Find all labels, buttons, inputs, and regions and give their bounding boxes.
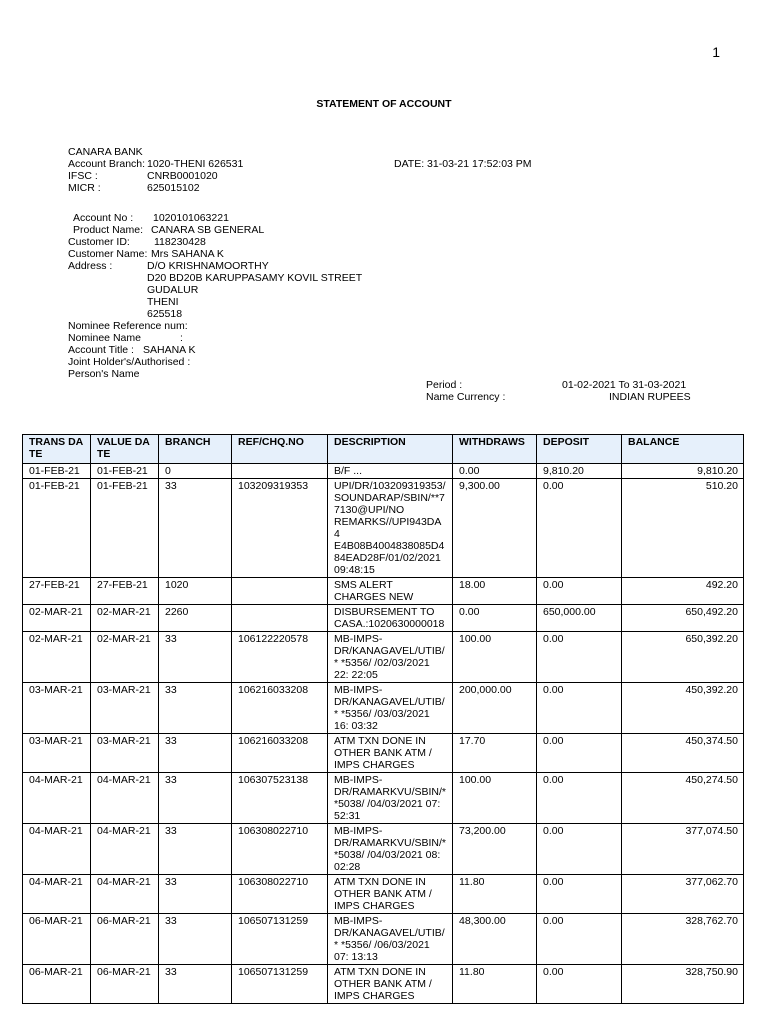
period-labels: [426, 379, 505, 403]
joint-holder: Joint Holder's/Authorised :: [68, 356, 191, 368]
withdraws-cell: 73,200.00: [453, 824, 537, 875]
trans-date-cell: 04-MAR-21: [23, 824, 91, 875]
ref-chq-no-cell: 106216033208: [232, 734, 328, 773]
value-date-cell: 04-MAR-21: [91, 824, 159, 875]
ref-chq-no-cell: [232, 464, 328, 479]
address-line-5: 625518: [147, 308, 183, 320]
branch-cell: 33: [159, 734, 232, 773]
account-info: [68, 212, 362, 380]
customer-id-value: 118230428: [154, 236, 206, 248]
value-date-cell: 02-MAR-21: [91, 605, 159, 632]
trans-date-cell: 06-MAR-21: [23, 914, 91, 965]
micr-label: MICR :: [68, 182, 101, 194]
withdraws-cell: 0.00: [453, 464, 537, 479]
deposit-cell: 0.00: [537, 773, 622, 824]
withdraws-cell: 17.70: [453, 734, 537, 773]
withdraws-cell: 100.00: [453, 632, 537, 683]
persons-name: Person's Name: [68, 368, 140, 380]
table-row: [23, 578, 744, 605]
description-cell: B/F ...: [328, 464, 453, 479]
withdraws-cell: 9,300.00: [453, 479, 537, 578]
value-date-cell: 06-MAR-21: [91, 965, 159, 1004]
deposit-cell: 0.00: [537, 632, 622, 683]
withdraws-cell: 48,300.00: [453, 914, 537, 965]
value-date-cell: 02-MAR-21: [91, 632, 159, 683]
deposit-cell: 650,000.00: [537, 605, 622, 632]
table-row: [23, 773, 744, 824]
branch-cell: 2260: [159, 605, 232, 632]
withdraws-header: WITHDRAWS: [453, 435, 537, 464]
branch-header: BRANCH: [159, 435, 232, 464]
account-title-label: Account Title :: [68, 344, 134, 356]
ref-chq-no-cell: 106308022710: [232, 875, 328, 914]
balance-cell: 492.20: [622, 578, 744, 605]
balance-cell: 510.20: [622, 479, 744, 578]
withdraws-cell: 11.80: [453, 965, 537, 1004]
currency-value: INDIAN RUPEES: [609, 391, 691, 403]
trans-date-cell: 04-MAR-21: [23, 773, 91, 824]
bank-info: [68, 146, 243, 194]
branch-cell: 33: [159, 479, 232, 578]
withdraws-cell: 11.80: [453, 875, 537, 914]
nominee-reference: Nominee Reference num:: [68, 320, 188, 332]
deposit-cell: 9,810.20: [537, 464, 622, 479]
customer-name-label: Customer Name:: [68, 248, 148, 260]
value-date-cell: 01-FEB-21: [91, 464, 159, 479]
nominee-name-colon: :: [180, 332, 183, 344]
description-cell: ATM TXN DONE IN OTHER BANK ATM / IMPS CHARGES: [328, 875, 453, 914]
transactions-table: [22, 434, 744, 1004]
deposit-cell: 0.00: [537, 824, 622, 875]
description-cell: DISBURSEMENT TO CASA.:1020630000018: [328, 605, 453, 632]
ifsc-label: IFSC :: [68, 170, 98, 182]
table-row: [23, 734, 744, 773]
branch-label: Account Branch:: [68, 158, 146, 170]
ref-chq-no-cell: 106122220578: [232, 632, 328, 683]
branch-cell: 33: [159, 683, 232, 734]
balance-cell: 450,392.20: [622, 683, 744, 734]
trans-date-cell: 06-MAR-21: [23, 965, 91, 1004]
trans-date-cell: 03-MAR-21: [23, 734, 91, 773]
trans-date-cell: 02-MAR-21: [23, 605, 91, 632]
deposit-cell: 0.00: [537, 479, 622, 578]
deposit-cell: 0.00: [537, 914, 622, 965]
withdraws-cell: 0.00: [453, 605, 537, 632]
table-row: [23, 965, 744, 1004]
customer-name-value: Mrs SAHANA K: [151, 248, 224, 260]
product-value: CANARA SB GENERAL: [151, 224, 265, 236]
description-cell: MB-IMPS- DR/RAMARKVU/SBIN/* *5038/ /04/03/2021 08: 02:28: [328, 824, 453, 875]
address-line-3: GUDALUR: [147, 284, 199, 296]
table-header-row: [23, 435, 744, 464]
value-date-cell: 04-MAR-21: [91, 875, 159, 914]
description-cell: ATM TXN DONE IN OTHER BANK ATM / IMPS CHARGES: [328, 965, 453, 1004]
table-row: [23, 914, 744, 965]
branch-cell: 33: [159, 875, 232, 914]
address-label: Address :: [68, 260, 113, 272]
description-cell: SMS ALERT CHARGES NEW: [328, 578, 453, 605]
table-row: [23, 605, 744, 632]
balance-cell: 450,374.50: [622, 734, 744, 773]
balance-cell: 650,392.20: [622, 632, 744, 683]
branch-cell: 33: [159, 965, 232, 1004]
value-date-cell: 03-MAR-21: [91, 734, 159, 773]
address-line-1: D/O KRISHNAMOORTHY: [147, 260, 269, 272]
period-value: 01-02-2021 To 31-03-2021: [562, 379, 687, 391]
withdraws-cell: 18.00: [453, 578, 537, 605]
trans-date-cell: 04-MAR-21: [23, 875, 91, 914]
balance-cell: 9,810.20: [622, 464, 744, 479]
address-line-2: D20 BD20B KARUPPASAMY KOVIL STREET: [147, 272, 363, 284]
period-label: Period :: [426, 379, 463, 391]
account-no-value: 1020101063221: [153, 212, 229, 224]
statement-date: DATE: 31-03-21 17:52:03 PM: [394, 158, 532, 170]
description-cell: ATM TXN DONE IN OTHER BANK ATM / IMPS CHARGES: [328, 734, 453, 773]
value-date-cell: 01-FEB-21: [91, 479, 159, 578]
trans-date-cell: 27-FEB-21: [23, 578, 91, 605]
value-date-cell: 27-FEB-21: [91, 578, 159, 605]
ref-chq-no-cell: [232, 578, 328, 605]
deposit-cell: 0.00: [537, 965, 622, 1004]
trans-date-cell: 02-MAR-21: [23, 632, 91, 683]
deposit-cell: 0.00: [537, 875, 622, 914]
statement-title: STATEMENT OF ACCOUNT: [316, 98, 452, 110]
table-row: [23, 632, 744, 683]
description-cell: MB-IMPS- DR/KANAGAVEL/UTIB/* *5356/ /02/03/2021 22: 22:05: [328, 632, 453, 683]
ref-chq-no-cell: 106507131259: [232, 965, 328, 1004]
table-row: [23, 875, 744, 914]
ref-chq-no-cell: [232, 605, 328, 632]
address-line-4: THENI: [147, 296, 179, 308]
trans-date-header: TRANS DATE: [23, 435, 91, 464]
branch-cell: 33: [159, 824, 232, 875]
withdraws-cell: 100.00: [453, 773, 537, 824]
balance-header: BALANCE: [622, 435, 744, 464]
description-cell: UPI/DR/103209319353/ SOUNDARAP/SBIN/**7 7130@UPI/NO REMARKS//UPI943DA4 E4B08B4004838085D4 84EAD28F/01/02/2021 09:48:15: [328, 479, 453, 578]
balance-cell: 328,750.90: [622, 965, 744, 1004]
value-date-cell: 04-MAR-21: [91, 773, 159, 824]
table-row: [23, 464, 744, 479]
page-number: 1: [712, 44, 720, 60]
branch-cell: 0: [159, 464, 232, 479]
ref-chq-header: REF/CHQ.NO: [232, 435, 328, 464]
micr-value: 625015102: [147, 182, 200, 194]
balance-cell: 650,492.20: [622, 605, 744, 632]
value-date-header: VALUE DATE: [91, 435, 159, 464]
ref-chq-no-cell: 106308022710: [232, 824, 328, 875]
ref-chq-no-cell: 106507131259: [232, 914, 328, 965]
product-label: Product Name:: [73, 224, 144, 236]
deposit-cell: 0.00: [537, 578, 622, 605]
ref-chq-no-cell: 103209319353: [232, 479, 328, 578]
deposit-header: DEPOSIT: [537, 435, 622, 464]
description-cell: MB-IMPS- DR/KANAGAVEL/UTIB/* *5356/ /06/03/2021 07: 13:13: [328, 914, 453, 965]
deposit-cell: 0.00: [537, 734, 622, 773]
value-date-cell: 03-MAR-21: [91, 683, 159, 734]
balance-cell: 377,074.50: [622, 824, 744, 875]
description-header: DESCRIPTION: [328, 435, 453, 464]
currency-label: Name Currency :: [426, 391, 506, 403]
account-title-value: SAHANA K: [143, 344, 196, 356]
branch-cell: 33: [159, 773, 232, 824]
customer-id-label: Customer ID:: [68, 236, 130, 248]
trans-date-cell: 01-FEB-21: [23, 464, 91, 479]
table-row: [23, 479, 744, 578]
trans-date-cell: 03-MAR-21: [23, 683, 91, 734]
ifsc-value: CNRB0001020: [147, 170, 218, 182]
deposit-cell: 0.00: [537, 683, 622, 734]
nominee-name-label: Nominee Name: [68, 332, 141, 344]
ref-chq-no-cell: 106216033208: [232, 683, 328, 734]
balance-cell: 377,062.70: [622, 875, 744, 914]
description-cell: MB-IMPS- DR/KANAGAVEL/UTIB/* *5356/ /03/03/2021 16: 03:32: [328, 683, 453, 734]
table-row: [23, 824, 744, 875]
ref-chq-no-cell: 106307523138: [232, 773, 328, 824]
table-row: [23, 683, 744, 734]
branch-cell: 33: [159, 632, 232, 683]
branch-cell: 33: [159, 914, 232, 965]
account-no-label: Account No :: [73, 212, 134, 224]
bank-name: CANARA BANK: [68, 146, 143, 158]
value-date-cell: 06-MAR-21: [91, 914, 159, 965]
branch-cell: 1020: [159, 578, 232, 605]
balance-cell: 450,274.50: [622, 773, 744, 824]
description-cell: MB-IMPS- DR/RAMARKVU/SBIN/* *5038/ /04/03/2021 07: 52:31: [328, 773, 453, 824]
trans-date-cell: 01-FEB-21: [23, 479, 91, 578]
branch-value: 1020-THENI 626531: [147, 158, 244, 170]
balance-cell: 328,762.70: [622, 914, 744, 965]
withdraws-cell: 200,000.00: [453, 683, 537, 734]
